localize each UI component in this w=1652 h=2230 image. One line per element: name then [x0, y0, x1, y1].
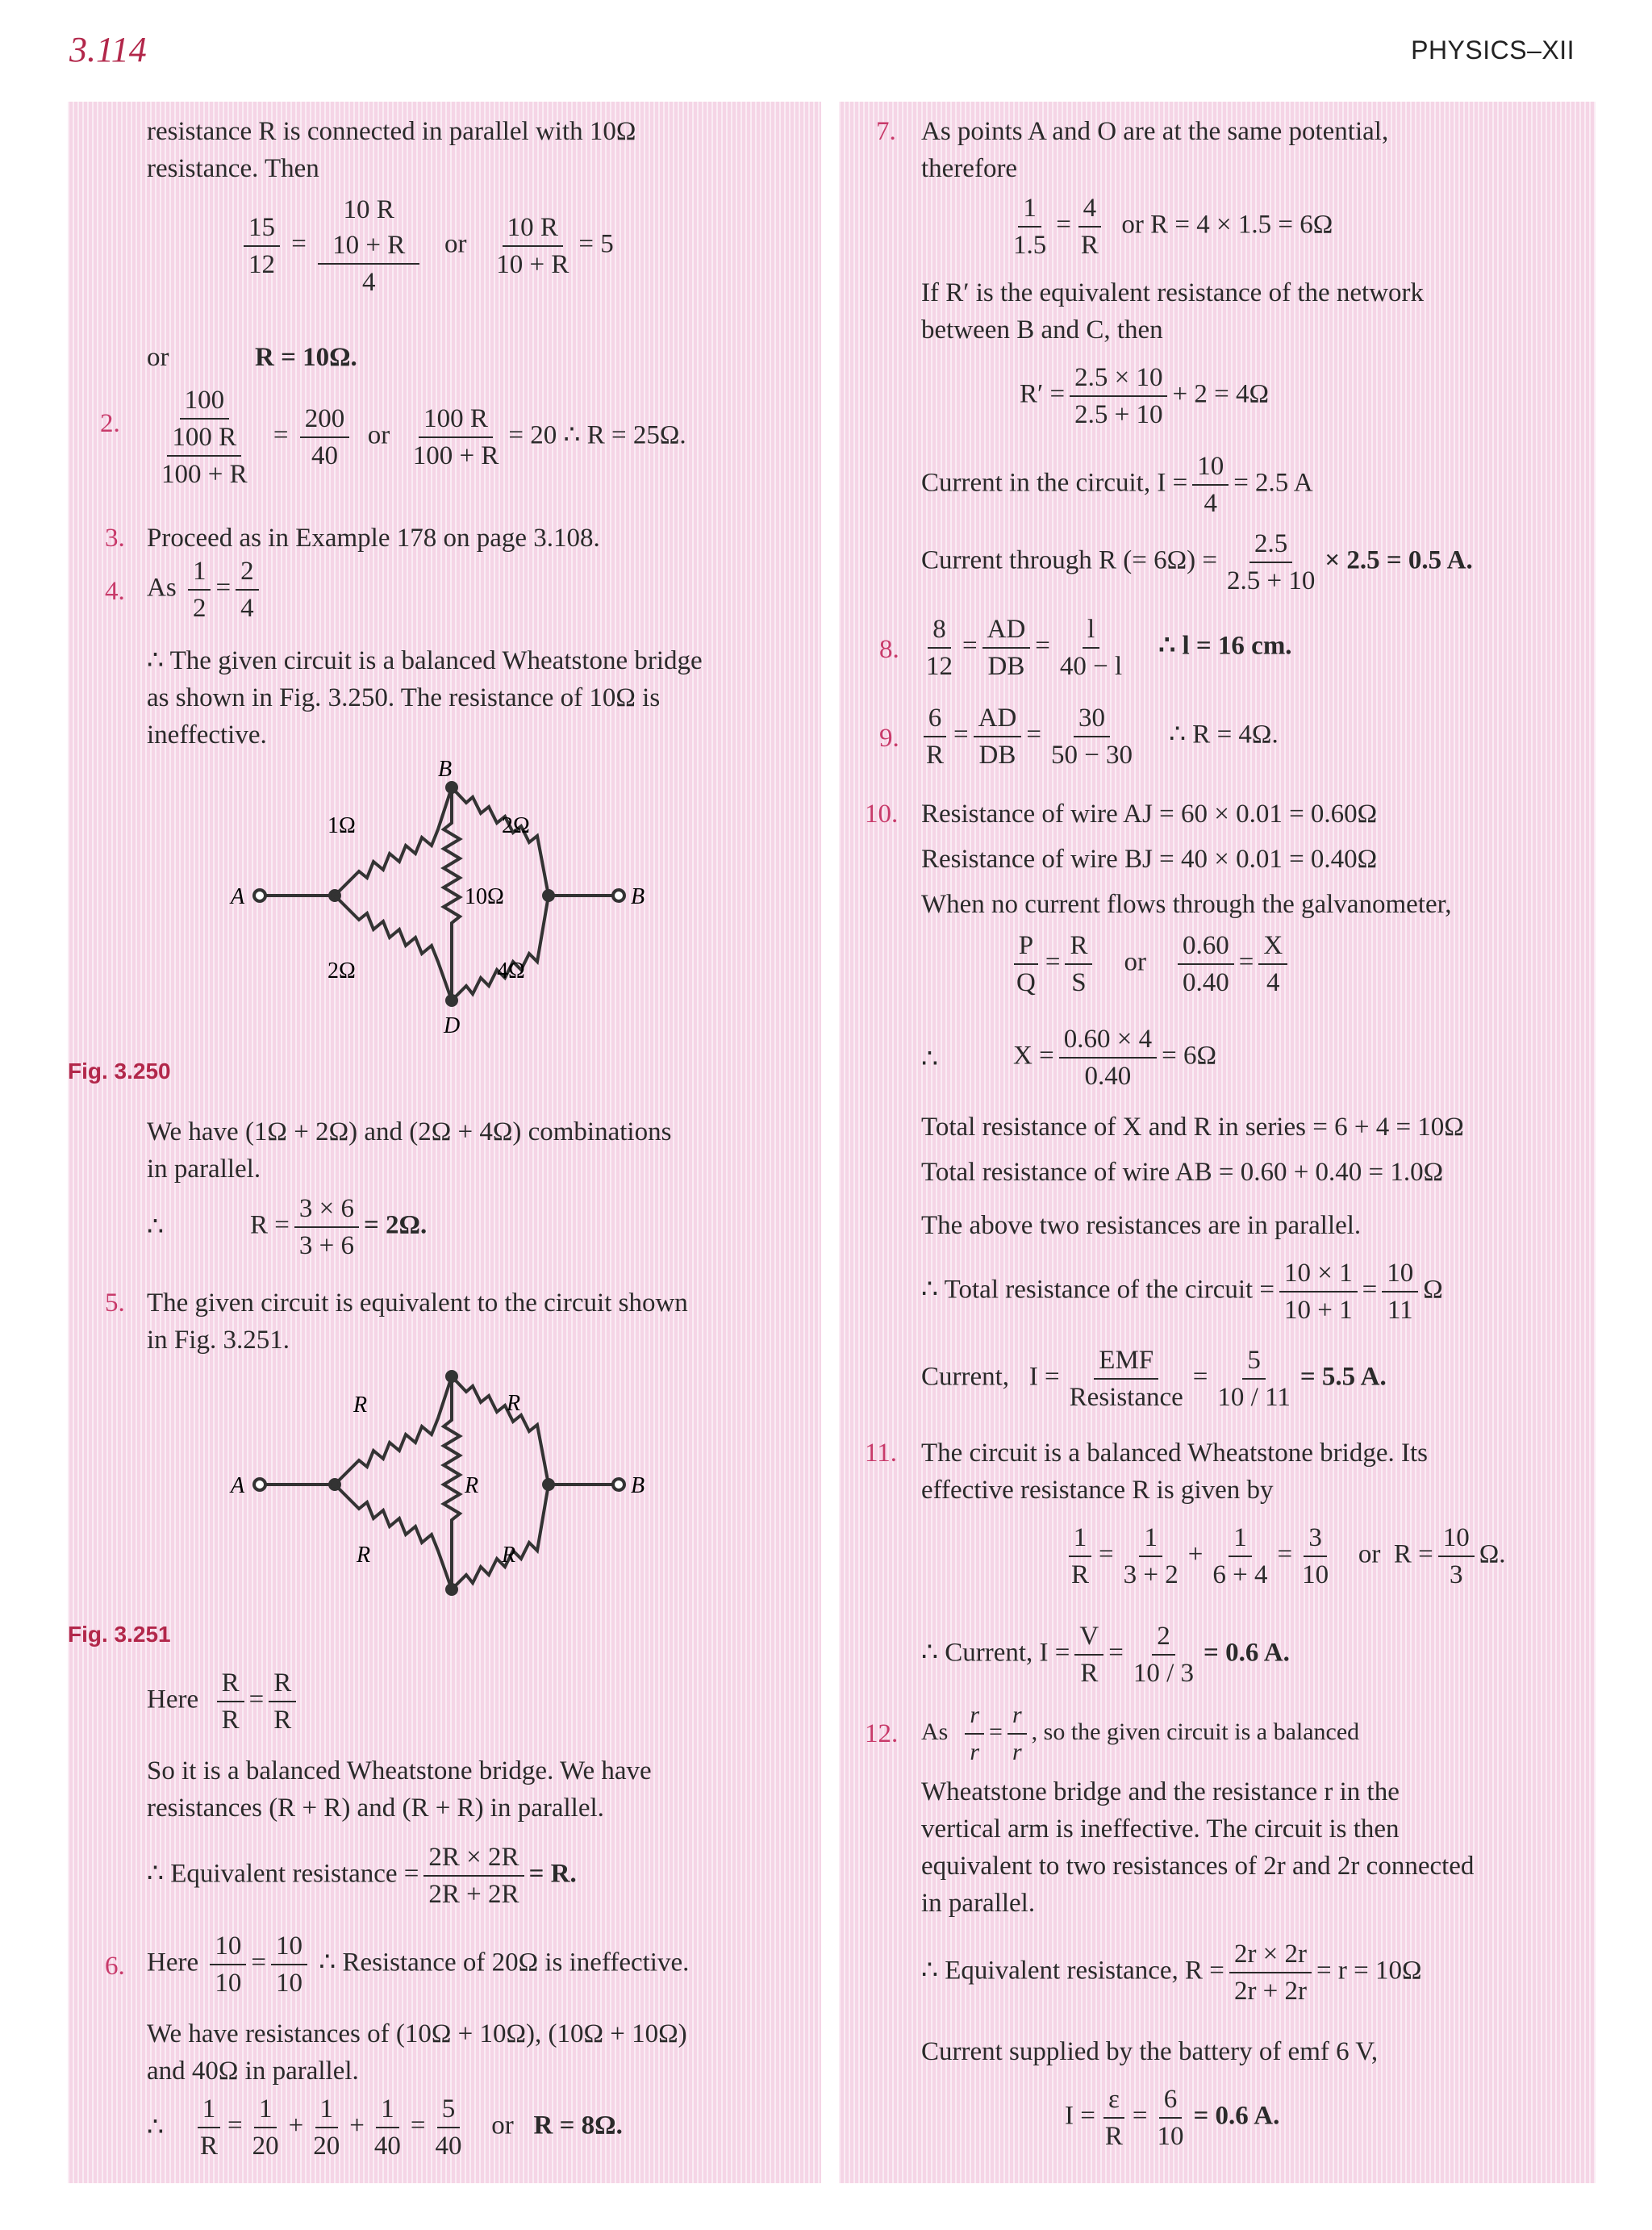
equation: ∴ Current, I = $\frac{V}{R}$ = $\frac{2}{10 / 3}$ = 0.6 A.: [921, 1618, 1290, 1691]
wheatstone-bridge-diagram-251: [210, 1363, 661, 1614]
fraction: $\frac{\text{EMF}}{\text{Resistance}}$: [1065, 1343, 1188, 1415]
item-text: Proceed as in Example 178 on page 3.108.: [147, 524, 600, 553]
fraction: $\frac{2}{4}$: [236, 553, 259, 626]
item-text: Current supplied by the battery of emf 6 V,: [921, 2037, 1379, 2066]
wheatstone-bridge-diagram-250: [210, 758, 661, 1041]
fraction: $\frac{2R \times 2R}{2R + 2R}$: [423, 1840, 524, 1912]
item-number: 7.: [876, 117, 896, 146]
item-number: 12.: [865, 1719, 899, 1748]
equation: Current through R (= 6Ω) = $\frac{2.5}{2.5 + 10}$ × 2.5 = 0.5 A.: [921, 526, 1473, 599]
item-text: Wheatstone bridge and the resistance r in the: [921, 1777, 1400, 1806]
resistor-label: R: [507, 1391, 521, 1416]
subject-title: PHYSICS–XII: [1411, 35, 1575, 65]
intro-line: resistance R is connected in parallel with 10Ω: [147, 117, 636, 146]
fraction: $\frac{10}{10}$: [271, 1928, 307, 2001]
fraction: $\frac{6}{10}$: [1153, 2082, 1189, 2154]
fraction: $\frac{1}{2}$: [188, 553, 211, 626]
resistor-label: 1Ω: [327, 813, 356, 838]
item-text: When no current flows through the galvanometer,: [921, 890, 1452, 919]
fraction: $\frac{1}{3 + 2}$: [1119, 1520, 1183, 1593]
resistor-label: 2Ω: [327, 958, 356, 983]
fraction: $\frac{4}{R}$: [1076, 190, 1103, 263]
resistor-label: 4Ω: [497, 958, 525, 983]
item-text: effective resistance R is given by: [921, 1476, 1274, 1505]
fraction: $\frac{1}{40}$: [369, 2091, 406, 2164]
item-text: as shown in Fig. 3.250. The resistance of 10Ω is: [147, 683, 661, 712]
fraction: $\frac{10 \times 1}{10 + 1}$: [1279, 1255, 1358, 1328]
fraction: $\frac{10}{4}$: [1192, 449, 1229, 521]
fraction: $\frac{R}{R}$: [269, 1665, 296, 1738]
fraction: $\frac{1}{6 + 4}$: [1208, 1520, 1272, 1593]
fraction: $\frac{10}{3}$: [1438, 1520, 1475, 1593]
equation: I = $\frac{\varepsilon}{R}$ = $\frac{6}{10}$ = 0.6 A.: [1065, 2082, 1279, 2154]
node-label: B: [631, 1473, 645, 1498]
fraction: $\frac{0.60 \times 4}{0.40}$: [1059, 1021, 1157, 1094]
fraction: $\frac{10}{10}$: [210, 1928, 246, 2001]
item-text: vertical arm is ineffective. The circuit is then: [921, 1814, 1400, 1844]
item-number: 2.: [100, 409, 120, 438]
fraction: $\frac{10}{11}$: [1382, 1255, 1418, 1328]
item-text: ∴ The given circuit is a balanced Wheatstone bridge: [147, 646, 703, 675]
equation: Here $\frac{10}{10}$ = $\frac{10}{10}$ ∴ Resistance of 20Ω is ineffective.: [147, 1928, 689, 2001]
equation: As $\frac{1}{2}$ = $\frac{2}{4}$: [147, 553, 264, 626]
item-text: Total resistance of wire AB = 0.60 + 0.40 = 1.0Ω: [921, 1158, 1444, 1187]
equation: $\frac{6}{R}$ = $\frac{AD}{DB}$ = $\frac{30}{50 - 30}$ ∴ R = 4Ω.: [916, 700, 1279, 773]
item-text: Resistance of wire AJ = 60 × 0.01 = 0.60Ω: [921, 800, 1378, 829]
item-text: So it is a balanced Wheatstone bridge. We have: [147, 1756, 652, 1785]
item-text: ineffective.: [147, 720, 267, 750]
equation: $\frac{100}{\frac{100 R}{100 + R}}$ = $\frac{200}{40}$ or $\frac{100 R}{100 + R}$ = 20 ∴ R = 25Ω.: [142, 382, 686, 492]
equation: ∴ Total resistance of the circuit = $\frac{10 \times 1}{10 + 1}$ = $\frac{10}{11}$ Ω: [921, 1255, 1443, 1328]
fraction: $\frac{30}{50 - 30}$: [1046, 700, 1137, 773]
item-text: in parallel.: [147, 1155, 261, 1184]
node-label: B: [438, 758, 453, 782]
equation: X = $\frac{0.60 \times 4}{0.40}$ = 6Ω: [1013, 1021, 1216, 1094]
resistor-label: R: [353, 1393, 368, 1418]
equation: ∴ Equivalent resistance, R = $\frac{2r \times 2r}{2r + 2r}$ = r = 10Ω: [921, 1936, 1422, 2009]
or-label: or: [147, 343, 169, 372]
item-text: in parallel.: [921, 1889, 1036, 1918]
item-text: in Fig. 3.251.: [147, 1326, 290, 1355]
page-number: 3.114: [69, 30, 147, 69]
fraction: $\frac{10 R}{10 + R}$: [491, 210, 574, 282]
resistor-label: R: [502, 1543, 516, 1568]
equation: Current in the circuit, I = $\frac{10}{4}$ = 2.5 A: [921, 449, 1313, 521]
item-number: 9.: [879, 724, 899, 753]
item-text: Resistance of wire BJ = 40 × 0.01 = 0.40Ω: [921, 845, 1378, 874]
result: R = 10Ω.: [255, 343, 357, 372]
item-text: As points A and O are at the same potential,: [921, 117, 1389, 146]
item-number: 4.: [105, 577, 125, 606]
fraction: $\frac{0.60}{0.40}$: [1178, 928, 1234, 1000]
fraction: $\frac{AD}{DB}$: [974, 700, 1022, 773]
equation: As $\frac{r}{r}$ = $\frac{r}{r}$ , so the given circuit is a balanced: [921, 1698, 1359, 1770]
item-number: 8.: [879, 635, 899, 664]
fraction: $\frac{R}{R}$: [217, 1665, 244, 1738]
item-text: Total resistance of X and R in series = 6 + 4 = 10Ω: [921, 1113, 1464, 1142]
resistor-label: 10Ω: [465, 884, 504, 909]
item-text: resistances (R + R) and (R + R) in parallel.: [147, 1794, 604, 1823]
fraction: $\frac{2.5}{2.5 + 10}$: [1222, 526, 1320, 599]
fraction: $\frac{5}{40}$: [431, 2091, 467, 2164]
fraction: $\frac{R}{S}$: [1065, 928, 1092, 1000]
fraction: $\frac{1}{1.5}$: [1008, 190, 1051, 263]
resistor-label: 2Ω: [502, 813, 530, 838]
node-label: A: [231, 884, 245, 909]
item-number: 10.: [865, 800, 899, 829]
fraction: $\frac{15}{12}$: [244, 210, 280, 282]
equation: $\frac{1}{R}$ = $\frac{1}{20}$ + $\frac{1}{20}$ + $\frac{1}{40}$ = $\frac{5}{40}$ or R = 8Ω.: [190, 2091, 623, 2164]
fraction: $\frac{P}{Q}$: [1012, 928, 1041, 1000]
item-text: The above two resistances are in parallel.: [921, 1211, 1362, 1240]
item-text: We have (1Ω + 2Ω) and (2Ω + 4Ω) combinations: [147, 1117, 672, 1146]
item-text: equivalent to two resistances of 2r and 2r connected: [921, 1852, 1475, 1881]
fraction: $\frac{1}{R}$: [195, 2091, 223, 2164]
item-text: We have resistances of (10Ω + 10Ω), (10Ω + 10Ω): [147, 2019, 687, 2048]
item-text: and 40Ω in parallel.: [147, 2057, 359, 2086]
fraction: $\frac{6}{R}$: [921, 700, 949, 773]
equation: $\frac{P}{Q}$ = $\frac{R}{S}$ or $\frac{0.60}{0.40}$ = $\frac{X}{4}$: [1007, 928, 1292, 1000]
equation: ∴ Equivalent resistance = $\frac{2R \times 2R}{2R + 2R}$ = R.: [147, 1840, 577, 1912]
resistor-label: R: [357, 1543, 371, 1568]
resistor-label: R: [465, 1473, 479, 1498]
node-label: D: [444, 1013, 461, 1038]
item-text: If R′ is the equivalent resistance of the network: [921, 278, 1425, 307]
node-label: A: [231, 1473, 245, 1498]
equation: $\frac{1}{1.5}$ = $\frac{4}{R}$ or R = 4 × 1.5 = 6Ω: [1003, 190, 1333, 263]
fraction: $\frac{AD}{DB}$: [982, 612, 1031, 684]
fraction: $\frac{2.5 \times 10}{2.5 + 10}$: [1070, 360, 1167, 432]
therefore: ∴: [147, 1213, 164, 1242]
item-number: 5.: [105, 1288, 125, 1318]
fraction: $\frac{100}{\frac{100 R}{100 + R}}$: [147, 382, 262, 492]
fraction: $\frac{3}{10}$: [1297, 1520, 1333, 1593]
fraction: $\frac{2r \times 2r}{2r + 2r}$: [1229, 1936, 1312, 2009]
item-number: 6.: [105, 1952, 125, 1981]
fraction: $\frac{r}{r}$: [1007, 1698, 1027, 1770]
fraction: $\frac{l}{40 - l}$: [1055, 612, 1127, 684]
fraction: $\frac{200}{40}$: [300, 401, 350, 474]
fraction: $\frac{2}{10 / 3}$: [1128, 1618, 1199, 1691]
equation: R = $\frac{3 \times 6}{3 + 6}$ = 2Ω.: [250, 1191, 427, 1263]
node-label: B: [631, 884, 645, 909]
equation: $\frac{15}{12}$ = 10 R 10 + R 4 or $\frac{10 R}{10 + R}$ = 5: [239, 192, 614, 300]
equation: $\frac{1}{R}$ = $\frac{1}{3 + 2}$ + $\frac{1}{6 + 4}$ = $\frac{3}{10}$ or R = $\frac{10}{3}$ Ω.: [1062, 1520, 1506, 1593]
fraction: $\frac{100 R}{100 + R}$: [408, 401, 504, 474]
fraction: $\frac{8}{12}$: [921, 612, 957, 684]
fraction: $\frac{\varepsilon}{R}$: [1100, 2082, 1128, 2154]
therefore: ∴: [147, 2113, 164, 2142]
fraction: $\frac{X}{4}$: [1258, 928, 1287, 1000]
equation: Current, I = $\frac{\text{EMF}}{\text{Resistance}}$ = $\frac{5}{10 / 11}$ = 5.5 A.: [921, 1343, 1387, 1415]
fraction: 10 R 10 + R 4: [318, 192, 419, 300]
equation: Here $\frac{R}{R}$ = $\frac{R}{R}$: [147, 1665, 301, 1738]
item-text: The given circuit is equivalent to the circuit shown: [147, 1288, 688, 1318]
fraction: $\frac{1}{20}$: [308, 2091, 344, 2164]
intro-line: resistance. Then: [147, 154, 319, 183]
item-text: between B and C, then: [921, 315, 1163, 345]
fraction: $\frac{3 \times 6}{3 + 6}$: [294, 1191, 359, 1263]
fraction: $\frac{1}{20}$: [248, 2091, 284, 2164]
equation: $\frac{8}{12}$ = $\frac{AD}{DB}$ = $\frac{l}{40 - l}$ ∴ l = 16 cm.: [916, 612, 1292, 684]
fraction: $\frac{1}{R}$: [1066, 1520, 1094, 1593]
equation: R′ = $\frac{2.5 \times 10}{2.5 + 10}$ + 2 = 4Ω: [1020, 360, 1269, 432]
fraction: $\frac{V}{R}$: [1074, 1618, 1103, 1691]
figure-label: Fig. 3.250: [68, 1059, 171, 1084]
item-text: The circuit is a balanced Wheatstone bridge. Its: [921, 1439, 1428, 1468]
fraction: $\frac{5}{10 / 11}$: [1212, 1343, 1295, 1415]
item-number: 3.: [105, 524, 125, 553]
fraction: $\frac{r}{r}$: [965, 1698, 984, 1770]
item-text: therefore: [921, 154, 1018, 183]
item-number: 11.: [865, 1439, 898, 1468]
figure-label: Fig. 3.251: [68, 1622, 171, 1647]
therefore: ∴: [921, 1045, 938, 1074]
